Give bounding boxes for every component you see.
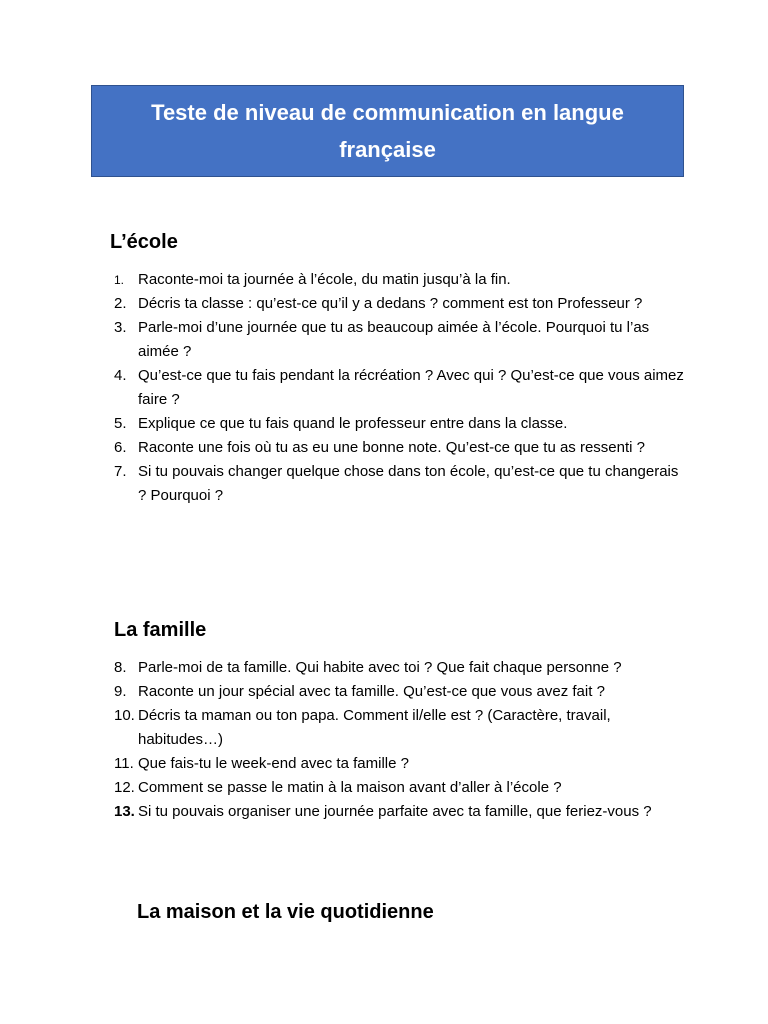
list-item [114,364,684,412]
list-item [114,436,684,460]
list-item [114,268,684,292]
section-heading-maison: La maison et la vie quotidienne [137,901,434,923]
question-number: 6. [114,439,127,456]
section-heading-famille: La famille [114,619,207,641]
question-text: Explique ce que tu fais quand le professeur entre dans la classe. [138,415,568,432]
list-item [114,292,684,316]
question-list-famille [114,656,684,824]
question-text: Décris ta classe : qu’est-ce qu’il y a dedans ? comment est ton Professeur ? [138,295,643,312]
list-item [114,800,684,824]
question-number: 2. [114,295,127,312]
question-number: 13. [114,803,135,820]
question-number: 4. [114,367,127,384]
question-text: Qu’est-ce que tu fais pendant la récréation ? Avec qui ? Qu’est-ce que vous aimez faire ? [138,367,684,408]
question-text: Comment se passe le matin à la maison avant d’aller à l’école ? [138,779,562,796]
question-text: Que fais-tu le week-end avec ta famille ? [138,755,409,772]
list-item [114,776,684,800]
question-text: Décris ta maman ou ton papa. Comment il/elle est ? (Caractère, travail, habitudes…) [138,707,611,748]
section-heading-ecole: L’école [110,231,178,253]
list-item [114,460,684,508]
list-item [114,752,684,776]
question-text: Raconte un jour spécial avec ta famille. Qu’est-ce que vous avez fait ? [138,683,605,700]
question-text: Parle-moi d’une journée que tu as beaucoup aimée à l’école. Pourquoi tu l’as aimée ? [138,319,650,360]
question-number: 12. [114,779,135,796]
question-text: Parle-moi de ta famille. Qui habite avec toi ? Que fait chaque personne ? [138,659,622,676]
list-item [114,316,684,364]
question-text: Raconte-moi ta journée à l’école, du matin jusqu’à la fin. [138,271,511,288]
question-number: 5. [114,415,127,432]
list-item [114,680,684,704]
list-item [114,412,684,436]
question-number: 3. [114,319,127,336]
question-number: 10. [114,707,135,724]
question-text: Raconte une fois où tu as eu une bonne note. Qu’est-ce que tu as ressenti ? [138,439,646,456]
question-text: Si tu pouvais organiser une journée parfaite avec ta famille, que feriez-vous ? [138,803,652,820]
question-number: 9. [114,683,127,700]
question-number: 8. [114,659,127,676]
list-item [114,704,684,752]
question-text: Si tu pouvais changer quelque chose dans ton école, qu’est-ce que tu changerais ? Pourquoi ? [138,463,679,504]
list-item [114,656,684,680]
title-banner [91,85,684,177]
page-title: Teste de niveau de communication en langue française [151,100,624,162]
question-number: 1. [114,273,125,287]
question-list-ecole [114,268,684,508]
question-number: 7. [114,463,127,480]
question-number: 11. [114,755,134,772]
